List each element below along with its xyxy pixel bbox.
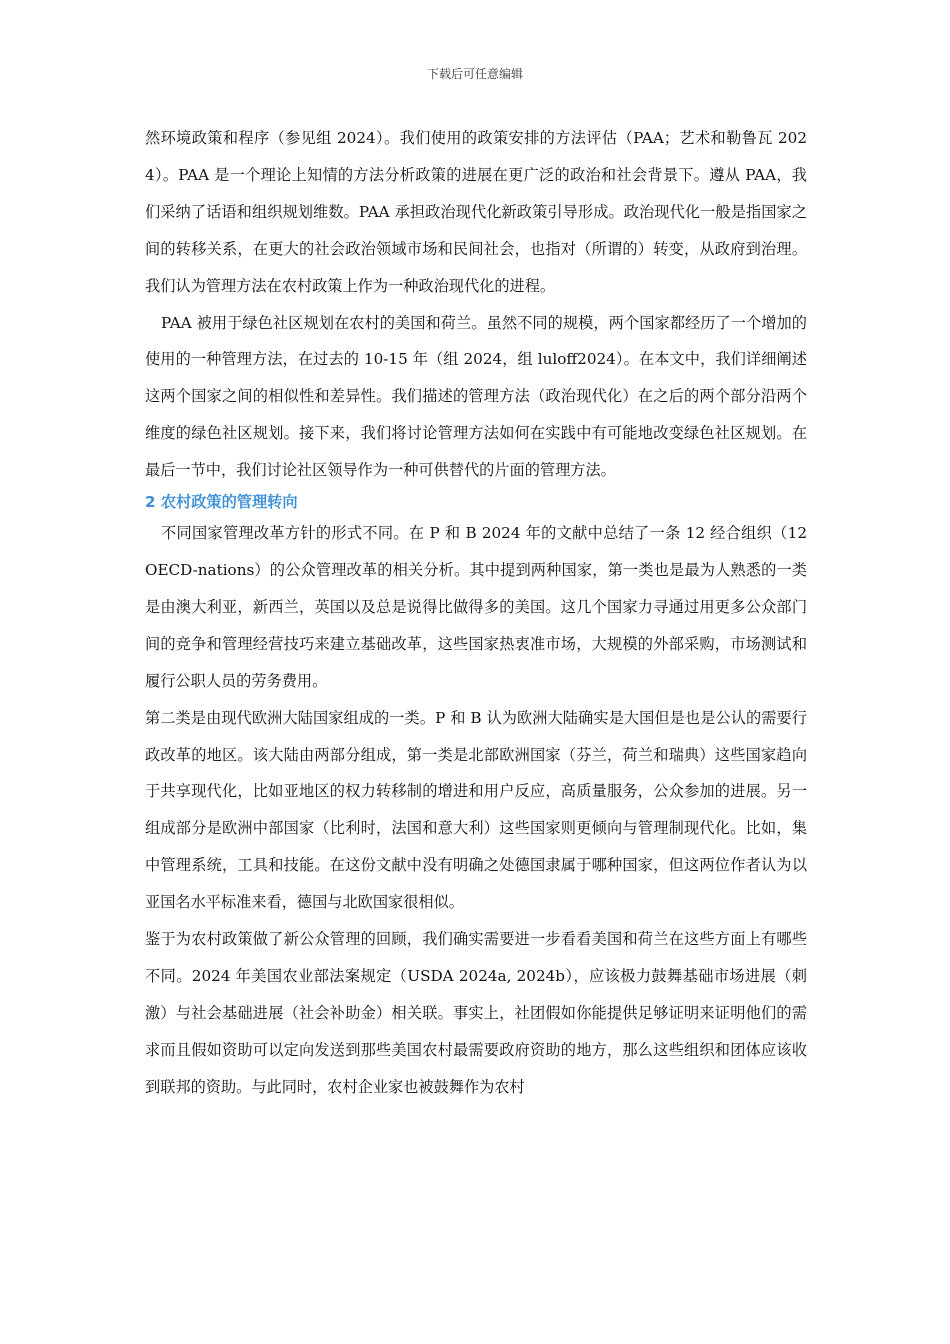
paragraph-us-netherlands: 鉴于为农村政策做了新公众管理的回顾，我们确实需要进一步看看美国和荷兰在这些方面上有哪些不同。2024 年美国农业部法案规定（USDA 2024a, 2024b），应该极力鼓舞基础市场进展（刺激）与社会基础进展（社会补助金）相关联。事实上，社团假如你能提供足够证明来证明他们的需求而且假如资助可以定向发送到那些美国农村最需要政府资助的地方，那么这些组织和团体应该收到联邦的资助。与此同时，农村企业家也被鼓舞作为农村 [145,930,807,1096]
paragraph-policy-arrangement: 然环境政策和程序（参见组 2024）。我们使用的政策安排的方法评估（PAA；艺术和勒鲁瓦 2024）。PAA 是一个理论上知情的方法分析政策的进展在更广泛的政治和社会背景下。遵从 PAA，我们采纳了话语和组织规划维数。PAA 承担政治现代化新政策引导形成。政治现代化一般是指国家之间的转移关系，在更大的社会政治领域市场和民间社会，也指对（所谓的）转变，从政府到治理。我们认为管理方法在农村政策上作为一种政治现代化的进程。 [145,129,807,295]
page-header: 下载后可任意编辑 [426,67,523,81]
paragraph-continental-europe: 第二类是由现代欧洲大陆国家组成的一类。P 和 B 认为欧洲大陆确实是大国但是也是公认的需要行政改革的地区。该大陆由两部分组成，第一类是北部欧洲国家（芬兰，荷兰和瑞典）这些国家趋向于共享现代化，比如亚地区的权力转移制的增进和用户反应，高质量服务，公众参加的进展。另一组成部分是欧洲中部国家（比利时，法国和意大利）这些国家则更倾向与管理制现代化。比如，集中管理系统，工具和技能。在这份文献中没有明确之处德国隶属于哪种国家，但这两位作者认为以亚国名水平标准来看，德国与北欧国家很相似。 [145,708,807,912]
paragraph-management-reform: 不同国家管理改革方针的形式不同。在 P 和 B 2024 年的文献中总结了一条 12 经合组织（12 OECD-nations）的公众管理改革的相关分析。其中提到两种国家，第一类也是最为人熟悉的一类是由澳大利亚，新西兰，英国以及总是说得比做得多的美国。这几个国家力寻通过用更多公众部门间的竞争和管理经营技巧来建立基础改革，这些国家热衷准市场，大规模的外部采购，市场测试和履行公职人员的劳务费用。 [145,524,807,690]
section-heading-governance-turn: 2 农村政策的管理转向 [145,493,298,512]
document-body [145,120,807,1106]
paragraph-paa-green-community: PAA 被用于绿色社区规划在农村的美国和荷兰。虽然不同的规模，两个国家都经历了一个增加的使用的一种管理方法，在过去的 10-15 年（组 2024，组 luloff2024）。在本文中，我们详细阐述这两个国家之间的相似性和差异性。我们描述的管理方法（政治现代化）在之后的两个部分沿两个维度的绿色社区规划。接下来，我们将讨论管理方法如何在实践中有可能地改变绿色社区规划。在最后一节中，我们讨论社区领导作为一种可供替代的片面的管理方法。 [145,313,807,480]
